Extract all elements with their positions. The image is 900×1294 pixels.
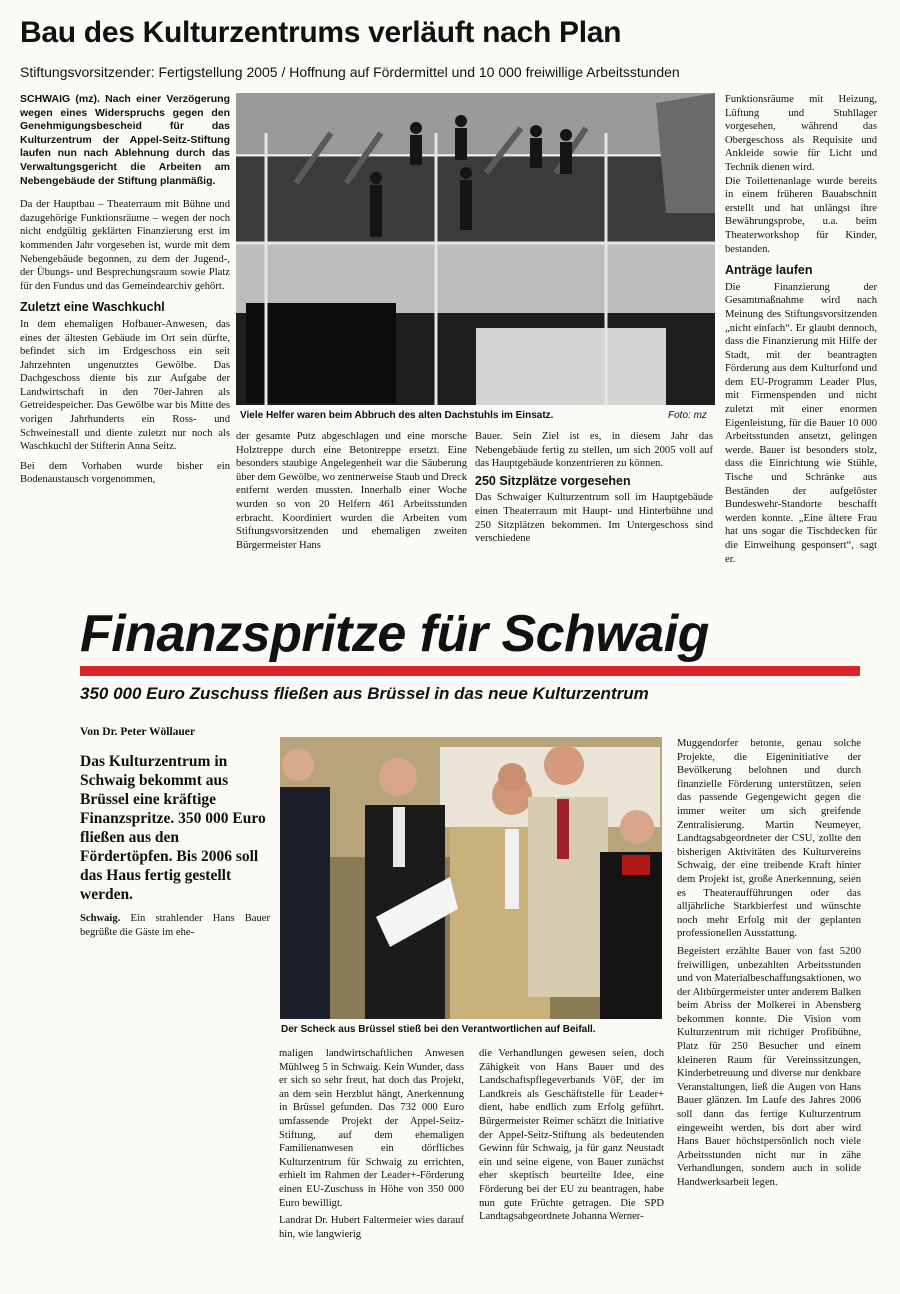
article2-photo-caption: Der Scheck aus Brüssel stieß bei den Verantwortlichen auf Beifall. — [281, 1024, 596, 1035]
article1-paragraph: Bei dem Vorhaben wurde bisher ein Bodenaustausch vorgenommen, — [20, 460, 230, 486]
article1-column-1 — [20, 93, 230, 588]
article2-paragraph: Begeistert erzählte Bauer von fast 5200 freiwilligen, unbezahlten Arbeitsstunden und von Materialbeschaffungsaktionen, wo der Altbürgermeister unter anderem Balken beim Abriss der Molkerei in Abensberg bekommen konnte. Die Vision vom Kulturzentrum mit richtiger Profibühne, Platz für 250 Besucher und einem kleineren Raum für Vereinssitzungen, Kinderbetreuung und diverse nur denkbare Veranstaltungen, ließ die Augen von Hans Bauer glänzen. Im Laufe des Jahres 2006 soll dann das fertige Kulturzentrum eingeweiht werden, bis dort aber wird Hans Bauer höchstpersönlich noch viele Arbeitsstunden nicht nur in zähe Verhandlungen, sondern auch in solide Handwerksarbeit legen. — [677, 945, 861, 1188]
article1-paragraph: Bauer. Sein Ziel ist es, in diesem Jahr das Nebengebäude fertig zu stellen, um sich 2005 voll auf das Hauptgebäude konzentrieren zu können. — [475, 431, 713, 470]
article2-lead-text: Ein strahlender Hans Bauer begrüßte die Gäste im ehe- — [80, 913, 270, 938]
article1-column-2 — [236, 430, 467, 588]
article2-lead-place: Schwaig. — [80, 913, 121, 924]
article1-paragraph: der gesamte Putz abgeschlagen und eine morsche Holztreppe durch eine Betontreppe ersetzt. Eine besonders staubige Angelegenheit war die Säuberung über dem Gewölbe, wo zentnerweise Staub und Dreck entfernt werden mussten. Innerhalb einer Woche wurden so von 20 Helfern 461 Arbeitsstunden erbracht. Koordiniert wurden die Arbeiten vom Stiftungsvorsitzenden und ehemaligen zweiten Bürgermeister Hans — [236, 431, 467, 551]
article2-subheadline: 350 000 Euro Zuschuss fließen aus Brüssel in das neue Kulturzentrum — [80, 684, 649, 703]
article1-photo — [236, 93, 715, 405]
article2-column-bottom-2 — [479, 1047, 664, 1282]
article2-column-right — [677, 737, 861, 1282]
article2-paragraph: maligen landwirtschaftlichen Anwesen Mühlweg 5 in Schwaig. Kein Wunder, dass er sich so sehr freut, hat doch das Projekt, an dem sein Herzblut hängt, Anerkennung in Brüssel gefunden. Das 732 000 Euro umfassende Projekt der Appel-Seitz-Stiftung, auf dem ehemaligen Familienanwesen ein dörfliches Kulturzentrum für Schwaig zu errichten, erhielt im Rahmen der Leader+-Förderung einen EU-Zuschuss in Höhe von 350 000 Euro bewilligt. — [279, 1048, 464, 1209]
article2-lead — [80, 912, 270, 952]
article1-subhead-sitzplaetze: 250 Sitzplätze vorgesehen — [475, 473, 631, 488]
article2-photo — [280, 737, 662, 1019]
scaffolding-photo-image — [236, 93, 715, 405]
article2-paragraph: Muggendorfer betonte, genau solche Projekte, die Eigeninitiative der Bevölkerung belohnen und durch finanzielle Förderung unterstützen, seien das passende Gegengewicht gegen die immer weiter um sich greifende Zentralisierung. Martin Neumeyer, Landtagsabgeordneter der CSU, zollte den bisherigen Aktivitäten des Kulturvereins Schwaig, der eine treibende Kraft hinter dem Projekt ist, große Anerkennung, seien es Theateraufführungen oder das alljährliche Starkbierfest und wünschte noch mehr Erfolg mit der geplanten professionellen Ausstattung. — [677, 738, 861, 940]
article1-paragraph: Das Schwaiger Kulturzentrum soll im Hauptgebäude einen Theaterraum mit Haupt- und Hinterbühne und 250 Sitzplätzen bekommen. Im Untergeschoss sind verschiedene — [475, 492, 713, 545]
article1-lead: SCHWAIG (mz). Nach einer Verzögerung wegen eines Widerspruchs gegen den Genehmigungsbescheid für das Kulturzentrum der Appel-Seitz-Stiftung laufen nun nach Ablehnung durch das Verwaltungsgericht die Arbeiten am Nebengebäude der Stiftung planmäßig. — [20, 93, 230, 187]
headline-red-rule — [80, 666, 860, 676]
article2-paragraph: die Verhandlungen gewesen seien, doch Zähigkeit von Hans Bauer und des Landschaftspflegeverbands VöF, der im Landkreis als Geschäftstelle für Leader+ dient, habe endlich zum Erfolg geführt. Bürgermeister Reimer schätzt die Initiative der Appel-Seitz-Stiftung als bedeutenden Gewinn für Schwaig, ja für ganz Neustadt ein und seine eigene, von Bauer zunächst eher skeptisch beurteilte Idee, eine Förderung bei der EU zu beantragen, habe nun gute Früchte getragen. Die SPD Landtagsabgeordnete Johanna Werner- — [479, 1048, 664, 1223]
article2-column-bottom-1 — [279, 1047, 464, 1282]
article1-paragraph: Die Finanzierung der Gesamtmaßnahme wird nach Meinung des Stiftungsvorsitzenden „nicht einfach“. Er glaubt dennoch, dass die Finanzierung mit Hilfe der Stadt, mit der beantragten Förderung aus dem Kulturfond und dem EU-Programm Leader Plus, mit Firmenspenden und nicht zuletzt mit einer enormen Eigenleistung, für die Bauer 10 000 Arbeitsstunden ansetzt, gelingen werde. Bauer ist besonders stolz, dass die Einrichtung wie Stühle, Tische und Schränke aus Beständen der aufgelöster Bundeswehr-Standorte beschafft werden konnte. „Eine ältere Frau hat uns sogar die Tischdecken für die Einweihung gesponsert“, sagt er. — [725, 281, 877, 565]
article1-photo-credit: Foto: mz — [668, 410, 707, 421]
article1-paragraph: In dem ehemaligen Hofbauer-Anwesen, das eines der ältesten Gebäude im Ort sein dürfte, befindet sich im Erdgeschoss ein seit Jahrzehnten ungenutztes Gewölbe. Das Dachgeschoss diente bis zur Aufgabe der Landwirtschaft in den 70er-Jahren als Getreidespeicher. Das Gewölbe war bis Mitte des vorigen Jahrhunderts ein Ross- und Schweinestall und diente zuletzt nur noch als Waschkuchl der Stifterin Anna Seitz. — [20, 318, 230, 453]
article1-paragraph: Da der Hauptbau – Theaterraum mit Bühne und dazugehörige Funktionsräume – wegen der noch nicht endgültig geklärten Finanzierung erst im kommenden Jahr vorgesehen ist, wurde mit dem Nebengebäude begonnen, zu dem der Jugend-, der Übungs- und Besprechungsraum sowie Platz für den Fundus und das Gemeindearchiv gehört. — [20, 199, 230, 292]
article1-subhead-antraege: Anträge laufen — [725, 263, 813, 278]
article1-column-3 — [475, 430, 713, 588]
article2-headline: Finanzspritze für Schwaig — [80, 605, 709, 663]
article1-subhead-waschkuchl: Zuletzt eine Waschkuchl — [20, 300, 165, 315]
article1-photo-caption: Viele Helfer waren beim Abbruch des alten Dachstuhls im Einsatz. — [240, 410, 554, 421]
article1-paragraph: Die Toilettenanlage wurde bereits in einem früheren Bauabschnitt erstellt und hat unlängst ihre Bewährungsprobe, u.a. beim Theaterworkshop für Kinder, bestanden. — [725, 175, 877, 255]
article2-paragraph: Landrat Dr. Hubert Faltermeier wies darauf hin, wie langwierig — [279, 1215, 464, 1240]
article2-byline: Von Dr. Peter Wöllauer — [80, 726, 195, 738]
article1-subheadline: Stiftungsvorsitzender: Fertigstellung 2005 / Hoffnung auf Fördermittel und 10 000 freiwillige Arbeitsstunden — [20, 64, 680, 80]
article1-headline: Bau des Kulturzentrums verläuft nach Plan — [20, 16, 622, 49]
cheque-photo-image — [280, 737, 662, 1019]
article1-paragraph: Funktionsräume mit Heizung, Lüftung und Stuhllager vorgesehen, während das Obergeschoss als Requisite und Ankleide sowie für Licht und Technik dienen wird. — [725, 94, 877, 173]
article1-column-4 — [725, 93, 877, 588]
article2-intro: Das Kulturzentrum in Schwaig bekommt aus Brüssel eine kräftige Finanzspritze. 350 000 Euro fließen aus den Fördertöpfen. Bis 2006 soll das Haus fertig gestellt werden. — [80, 753, 266, 903]
